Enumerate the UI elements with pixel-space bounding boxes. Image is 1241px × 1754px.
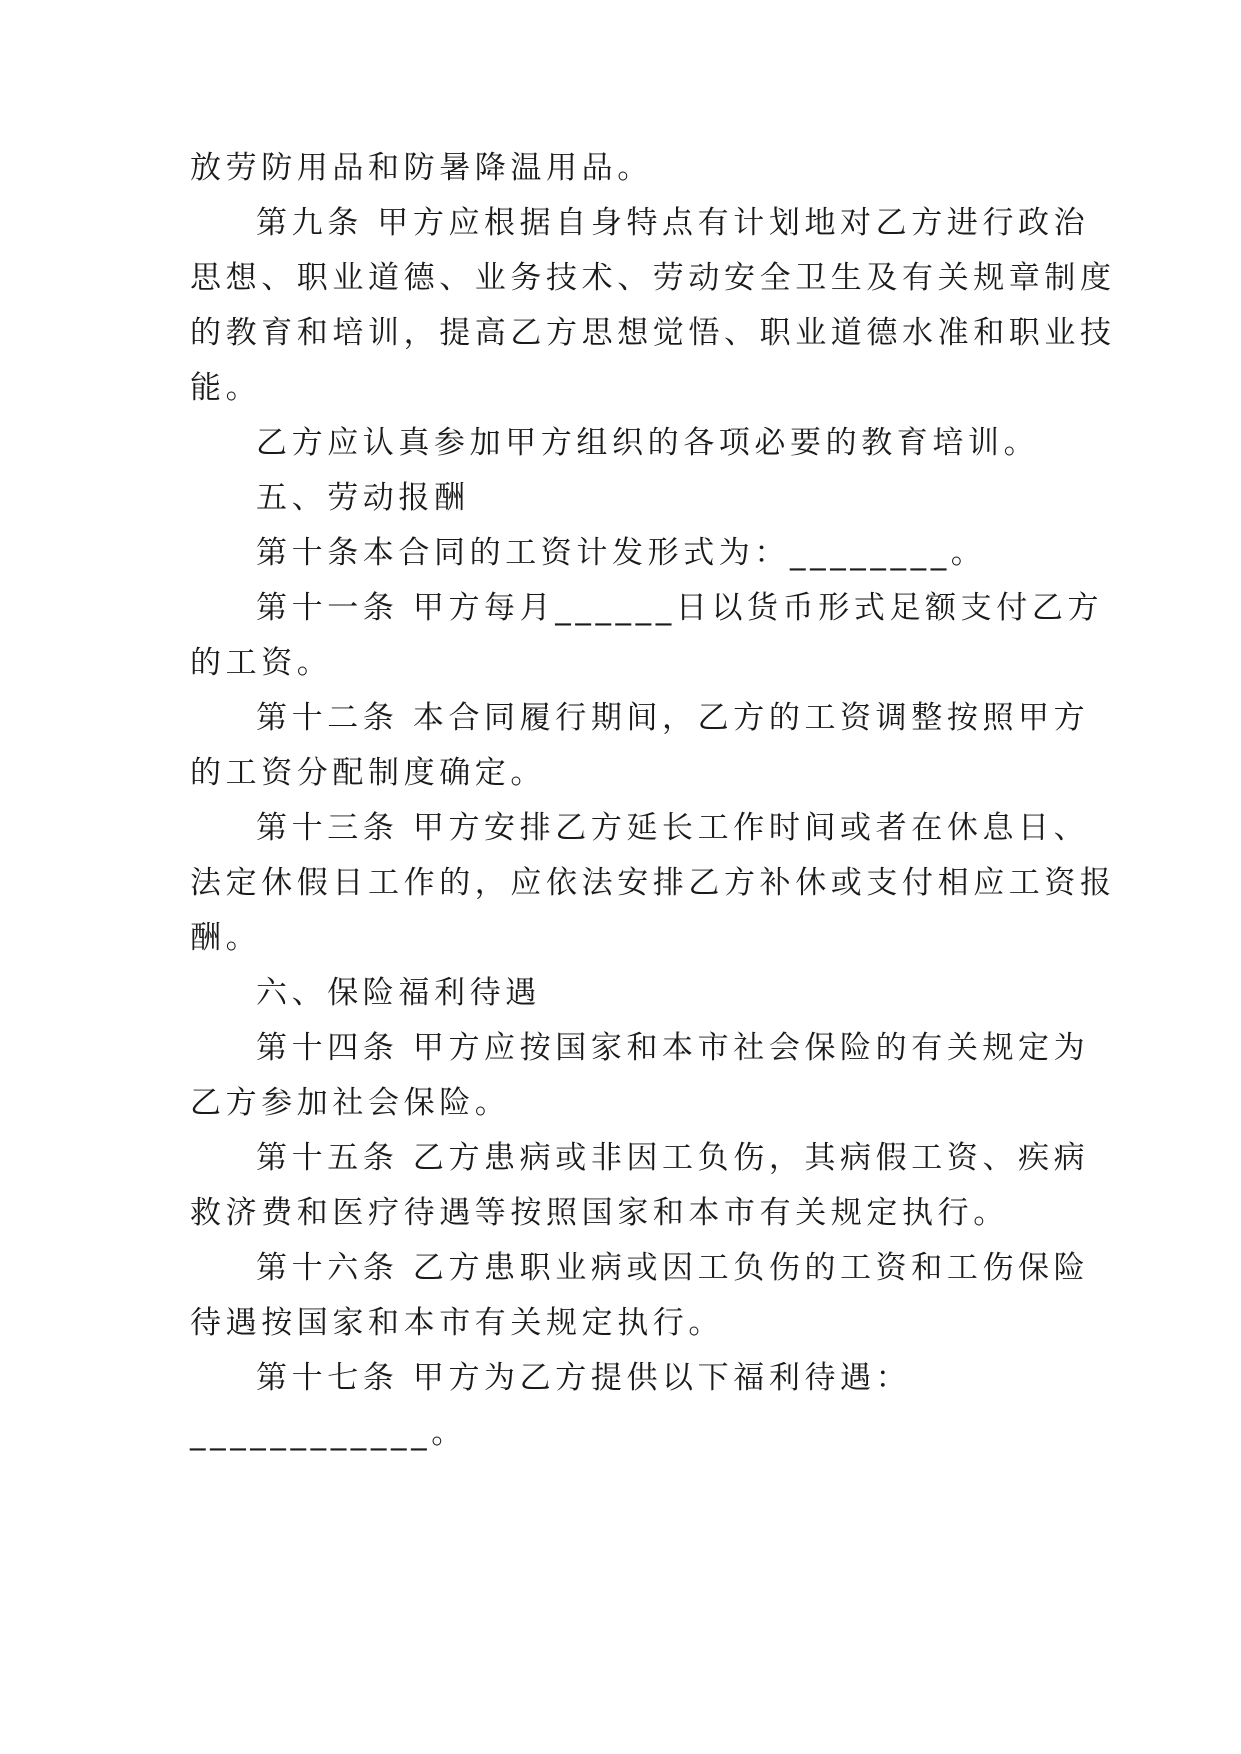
- text-line: 第十一条 甲方每月______日以货币形式足额支付乙方: [256, 590, 1104, 626]
- text-line: 第十二条 本合同履行期间，乙方的工资调整按照甲方: [256, 700, 1090, 736]
- text-line: ____________。: [190, 1415, 467, 1451]
- text-line: 法定休假日工作的，应依法安排乙方补休或支付相应工资报: [190, 865, 1116, 901]
- text-line: 第十四条 甲方应按国家和本市社会保险的有关规定为: [256, 1030, 1090, 1066]
- text-line: 救济费和医疗待遇等按照国家和本市有关规定执行。: [190, 1195, 1009, 1231]
- section-heading: 五、劳动报酬: [256, 480, 470, 516]
- text-line: 第十条本合同的工资计发形式为：________。: [256, 535, 987, 571]
- text-line: 第十七条 甲方为乙方提供以下福利待遇：: [256, 1360, 912, 1396]
- text-line: 第九条 甲方应根据自身特点有计划地对乙方进行政治: [256, 205, 1090, 241]
- text-line: 第十五条 乙方患病或非因工负伤，其病假工资、疾病: [256, 1140, 1090, 1176]
- text-line: 乙方参加社会保险。: [190, 1085, 511, 1121]
- text-line: 酬。: [190, 920, 262, 956]
- text-line: 第十六条 乙方患职业病或因工负伤的工资和工伤保险: [256, 1250, 1090, 1286]
- section-heading: 六、保险福利待遇: [256, 975, 541, 1011]
- text-line: 乙方应认真参加甲方组织的各项必要的教育培训。: [256, 425, 1040, 461]
- text-line: 待遇按国家和本市有关规定执行。: [190, 1305, 724, 1341]
- text-line: 能。: [190, 370, 262, 406]
- text-line: 的工资。: [190, 645, 333, 681]
- text-line: 第十三条 甲方安排乙方延长工作时间或者在休息日、: [256, 810, 1090, 846]
- text-line: 的教育和培训，提高乙方思想觉悟、职业道德水准和职业技: [190, 315, 1116, 351]
- text-line: 的工资分配制度确定。: [190, 755, 546, 791]
- text-line: 放劳防用品和防暑降温用品。: [190, 150, 653, 186]
- text-line: 思想、职业道德、业务技术、劳动安全卫生及有关规章制度: [190, 260, 1116, 296]
